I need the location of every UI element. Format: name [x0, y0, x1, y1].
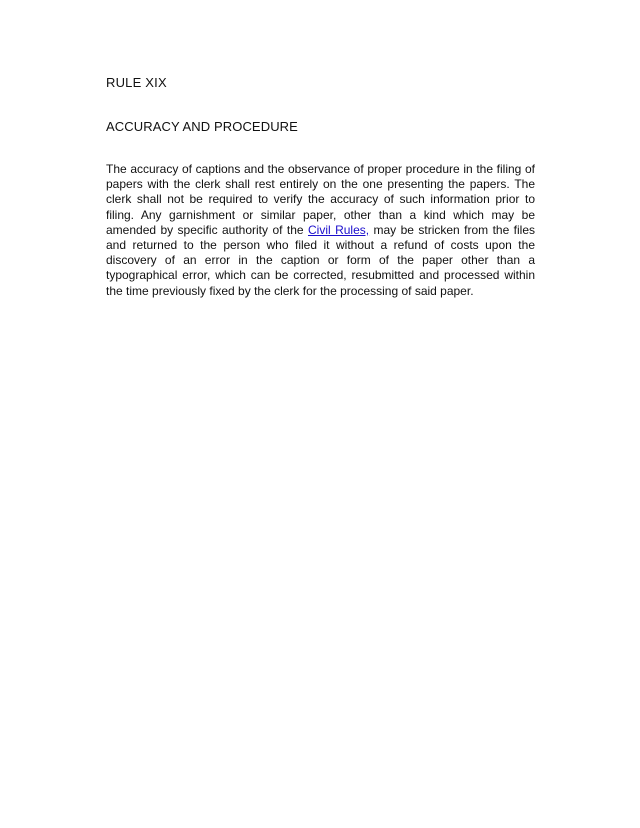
rule-paragraph — [106, 162, 535, 299]
civil-rules-link[interactable]: Civil Rules, — [307, 222, 370, 237]
paragraph-text-before-link: The accuracy of captions and the observance of proper procedure in the filing of papers with the clerk shall rest entirely on the one presenting the papers. The clerk shall not be required to verify the accuracy of such information prior to filing. Any garnishment or similar paper, other than a kind which may be amended by specific authority of the — [106, 162, 535, 237]
paragraph-text-after-link: may be stricken from the files and returned to the person who filed it without a refund of costs upon the discovery of an error in the caption or form of the paper other than a typographical error, which can be corrected, resubmitted and processed within the time previously fixed by the clerk for the processing of said paper. — [106, 222, 536, 298]
rule-number-heading: RULE XIX — [106, 75, 167, 90]
section-title-heading: ACCURACY AND PROCEDURE — [106, 119, 298, 134]
